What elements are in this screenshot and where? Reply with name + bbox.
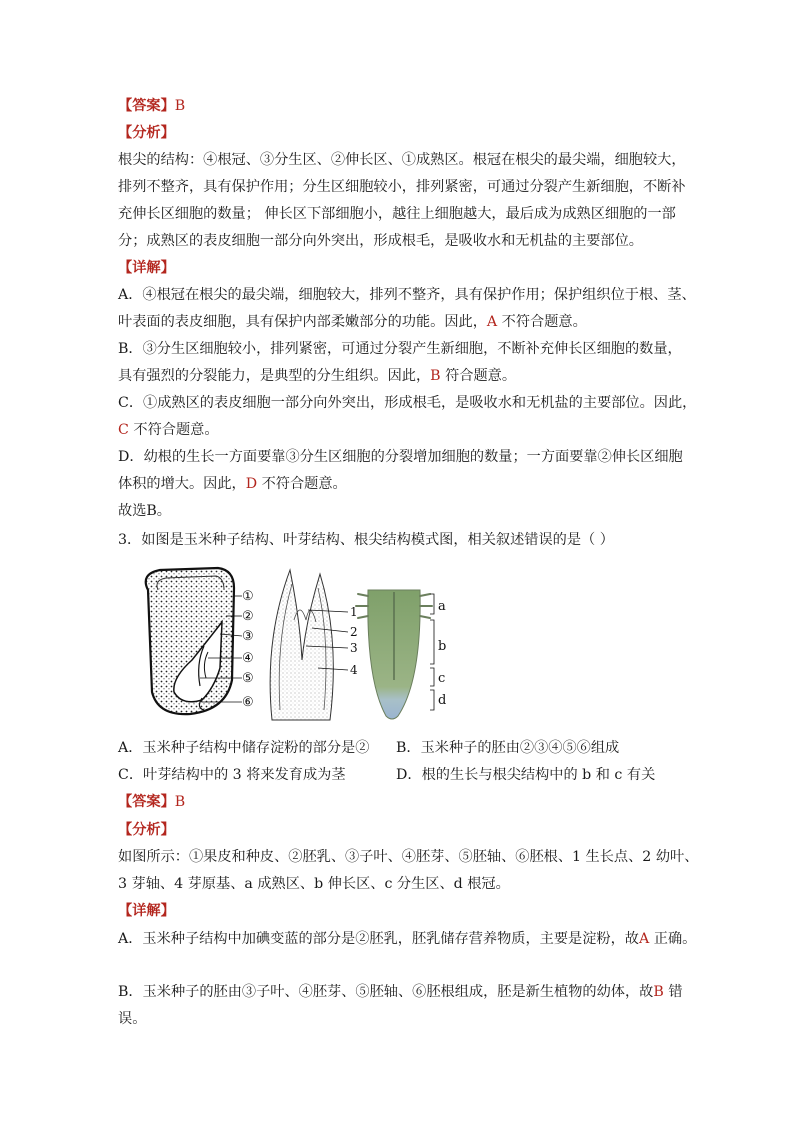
question-3: 3．如图是玉米种子结构、叶芽结构、根尖结构模式图，相关叙述错误的是（ ） <box>118 532 614 548</box>
figure-label: b <box>438 639 447 654</box>
option-letter: B <box>653 984 664 1000</box>
detail-d-line-2 <box>118 474 347 494</box>
option-b: B．玉米种子的胚由②③④⑤⑥组成 <box>396 740 620 756</box>
leaf-bud-diagram <box>270 570 348 720</box>
option-d: D．根的生长与根尖结构中的 b 和 c 有关 <box>396 767 656 783</box>
analysis-line: 分；成熟区的表皮细胞一部分向外突出，形成根毛，是吸收水和无机盐的主要部位。 <box>118 233 643 249</box>
detail-text: 不符合题意。 <box>261 476 347 492</box>
corn-seed-diagram <box>146 568 242 714</box>
figure-label: ① <box>242 589 254 604</box>
detail-c-line-1: C．①成熟区的表皮细胞一部分向外突出，形成根毛，是吸收水和无机盐的主要部位。因此， <box>118 395 697 411</box>
detail-text: 体积的增大。因此， <box>118 476 246 492</box>
figure-label: a <box>438 599 446 614</box>
detail-b-line-2: 误。 <box>118 1011 147 1027</box>
detail-c-line-2 <box>118 420 219 440</box>
figure-label: c <box>438 671 446 686</box>
detail-text: 具有强烈的分裂能力，是典型的分生组织。因此， <box>118 368 431 384</box>
detail-text: A．玉米种子结构中加碘变蓝的部分是②胚乳，胚乳储存营养物质，主要是淀粉，故 <box>118 931 639 947</box>
question-figure <box>130 560 460 730</box>
option-letter: B <box>430 368 441 384</box>
option-c: C．叶芽结构中的 3 将来发育成为茎 <box>118 767 346 783</box>
analysis-line: 如图所示：①果皮和种皮、②胚乳、③子叶、④胚芽、⑤胚轴、⑥胚根、1 生长点、2 幼叶、 <box>118 849 699 865</box>
detail-d-line-1: D．幼根的生长一方面要靠③分生区细胞的分裂增加细胞的数量；一方面要靠②伸长区细胞 <box>118 449 683 465</box>
analysis-line: 充伸长区细胞的数量； 伸长区下部细胞小，越往上细胞越大，最后成为成熟区细胞的一部 <box>118 206 676 222</box>
detail-b-line-2 <box>118 366 516 386</box>
analysis-tag: 【分析】 <box>118 125 175 141</box>
detail-a-line <box>118 929 696 949</box>
detail-text: 正确。 <box>653 931 697 947</box>
detail-text: B．玉米种子的胚由③子叶、④胚芽、⑤胚轴、⑥胚根组成，胚是新生植物的幼体，故 <box>118 984 654 1000</box>
answer-value: B <box>174 794 186 810</box>
answer-tag: 【答案】 <box>118 794 175 810</box>
figure-label: ③ <box>242 629 254 644</box>
detail-b-line-1: B．③分生区细胞较小，排列紧密，可通过分裂产生新细胞，不断补充伸长区细胞的数量， <box>118 341 682 357</box>
answer-line-1 <box>118 96 185 116</box>
root-tip-diagram <box>356 590 434 719</box>
analysis-line: 根尖的结构：④根冠、③分生区、②伸长区、①成熟区。根冠在根尖的最尖端，细胞较大， <box>118 152 686 168</box>
option-letter: A <box>486 314 498 330</box>
answer-tag: 【答案】 <box>118 98 175 114</box>
detail-text: 错 <box>668 984 683 1000</box>
figure-label: ⑤ <box>242 671 254 686</box>
detail-a-line-2 <box>118 312 587 332</box>
detail-a-line-1: A．④根冠在根尖的最尖端，细胞较大，排列不整齐，具有保护作用；保护组织位于根、茎、 <box>118 287 696 303</box>
detail-text: 不符合题意。 <box>133 422 219 438</box>
option-letter: A <box>639 931 650 947</box>
option-letter: D <box>245 476 258 492</box>
detail-text: 不符合题意。 <box>501 314 587 330</box>
figure-label: d <box>438 693 447 708</box>
analysis-line: 排列不整齐，具有保护作用；分生区细胞较小，排列紧密，可通过分裂产生新细胞，不断补 <box>118 179 686 195</box>
detail-tag: 【详解】 <box>118 903 175 919</box>
figure-label: ④ <box>242 651 254 666</box>
figure-label: ② <box>242 609 254 624</box>
figure-label: ⑥ <box>242 695 254 710</box>
option-a: A．玉米种子结构中储存淀粉的部分是② <box>118 740 370 756</box>
analysis-line: 3 芽轴、4 芽原基、a 成熟区、b 伸长区、c 分生区、d 根冠。 <box>118 876 510 892</box>
detail-text: 符合题意。 <box>445 368 517 384</box>
detail-b-line-1 <box>118 982 683 1002</box>
detail-tag: 【详解】 <box>118 260 175 276</box>
figure-label: 2 <box>350 625 358 639</box>
conclusion: 故选B。 <box>118 503 171 519</box>
figure-label: 1 <box>350 605 358 619</box>
answer-value: B <box>174 98 186 114</box>
analysis-tag: 【分析】 <box>118 822 175 838</box>
answer-line-2 <box>118 792 185 812</box>
figure-label: 3 <box>350 641 358 655</box>
option-letter: C <box>118 422 129 438</box>
detail-text: 叶表面的表皮细胞，具有保护内部柔嫩部分的功能。因此， <box>118 314 487 330</box>
figure-label: 4 <box>350 663 358 677</box>
